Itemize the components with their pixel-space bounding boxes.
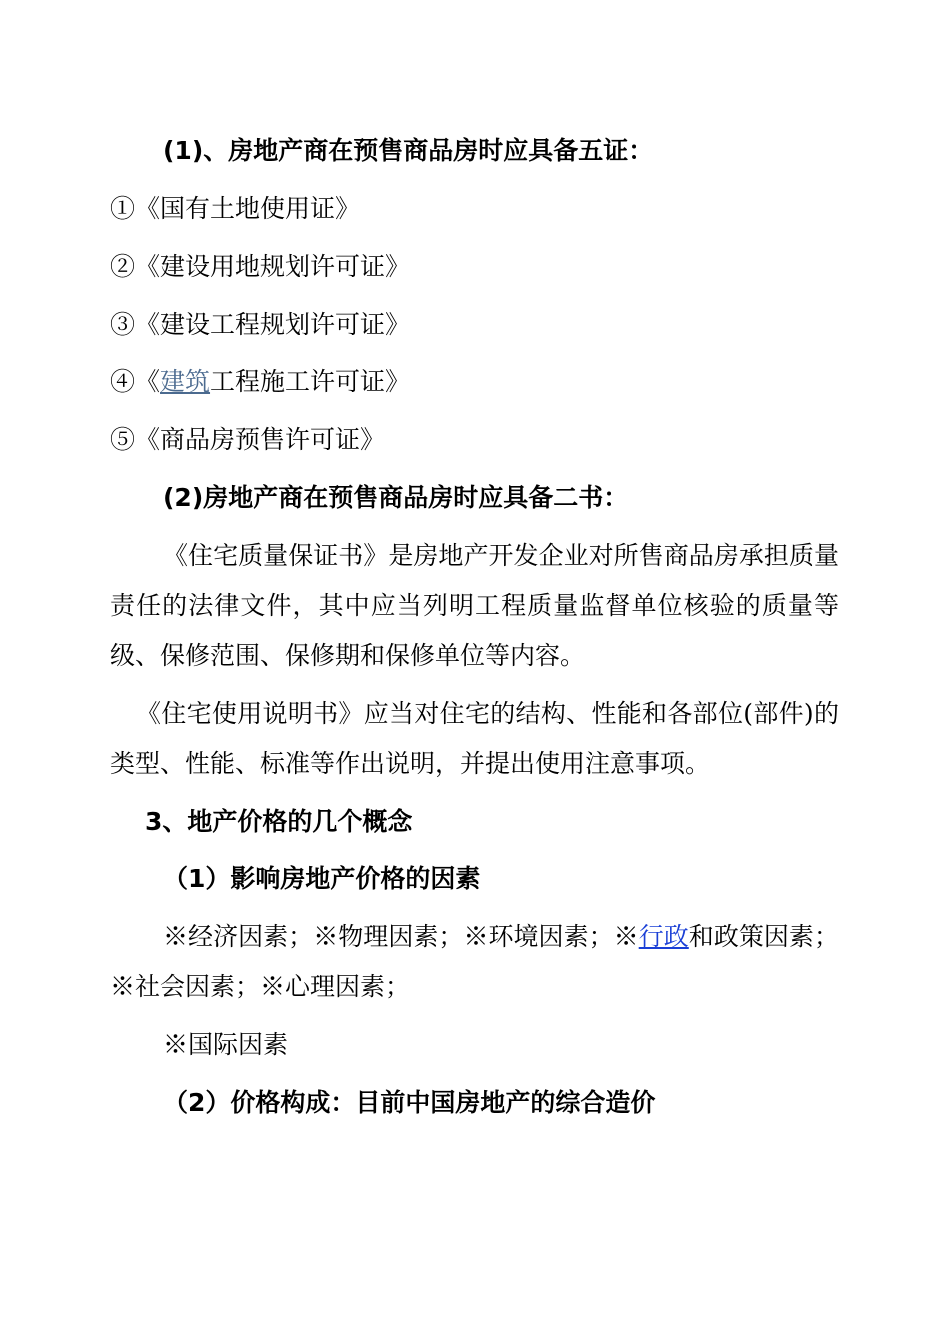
link-xingzheng[interactable]: 行政 — [638, 922, 689, 951]
para2-line-1: 《住宅使用说明书》应当对住宅的结构、性能和各部位(部件)的 — [136, 699, 839, 728]
para1-line-1: 《住宅质量保证书》是房地产开发企业对所售商品房承担质量 — [163, 541, 839, 570]
certificate-item-1: ①《国有土地使用证》 — [110, 194, 361, 223]
factors-line-1-prefix: ※经济因素；※物理因素；※环境因素；※ — [163, 922, 639, 951]
certificate-item-5: ⑤《商品房预售许可证》 — [110, 425, 386, 454]
certificate-item-4-prefix: ④《 — [110, 367, 161, 396]
factors-line-2: ※社会因素；※心理因素； — [110, 972, 411, 1001]
para1-line-3: 级、保修范围、保修期和保修单位等内容。 — [110, 641, 586, 670]
subheading-price-factors: （1）影响房地产价格的因素 — [163, 864, 481, 893]
factors-line-1-suffix: 和政策因素； — [688, 922, 839, 951]
para2-line-2: 类型、性能、标准等作出说明，并提出使用注意事项。 — [110, 749, 711, 778]
heading-two-books: (2)房地产商在预售商品房时应具备二书： — [163, 483, 629, 512]
link-jianzhu[interactable]: 建筑 — [160, 367, 211, 396]
para1-line-2: 责任的法律文件，其中应当列明工程质量监督单位核验的质量等 — [110, 591, 839, 620]
factors-line-1 — [163, 924, 839, 949]
heading-five-certificates: (1)、房地产商在预售商品房时应具备五证： — [163, 136, 654, 165]
certificate-item-3: ③《建设工程规划许可证》 — [110, 310, 411, 339]
factors-line-3: ※国际因素 — [163, 1030, 289, 1059]
certificate-item-4-suffix: 工程施工许可证》 — [210, 367, 411, 396]
section-3-heading: 3、地产价格的几个概念 — [145, 807, 413, 836]
certificate-item-2: ②《建设用地规划许可证》 — [110, 252, 411, 281]
subheading-price-composition: （2）价格构成：目前中国房地产的综合造价 — [163, 1088, 656, 1117]
certificate-item-4 — [110, 369, 410, 394]
